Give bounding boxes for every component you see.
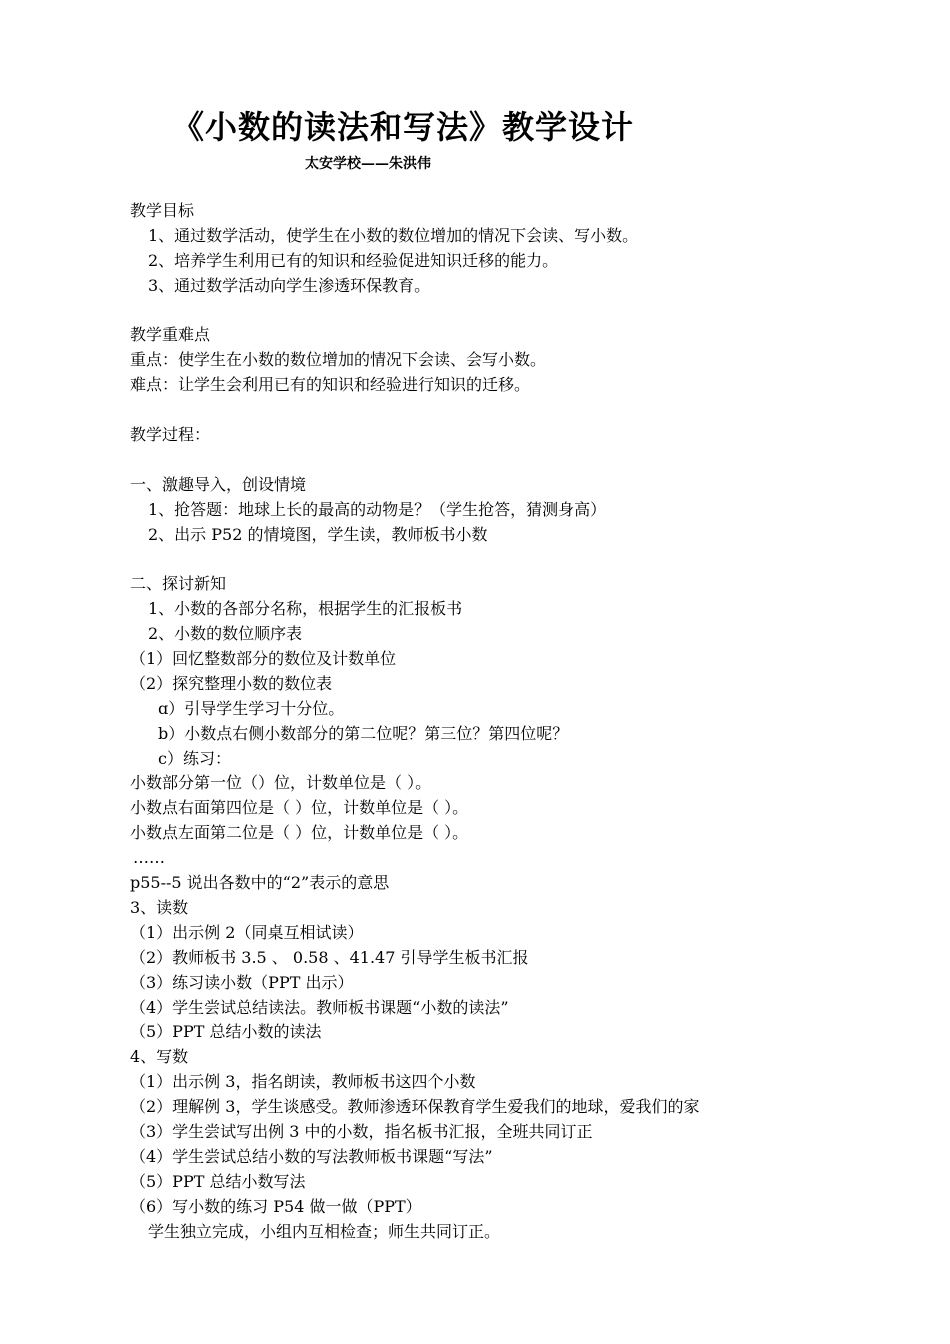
write-item: （1）出示例 3，指名朗读，教师板书这四个小数 [130,1072,476,1092]
read-item: （4）学生尝试总结读法。教师板书课题“小数的读法” [130,997,509,1017]
read-item: （1）出示例 2（同桌互相试读） [130,922,364,942]
ellipsis: …… [133,848,165,868]
part1-item: 1、抢答题：地球上长的最高的动物是？（学生抢答，猜测身高） [148,499,607,519]
write-item: （2）理解例 3，学生谈感受。教师渗透环保教育学生爱我们的地球，爱我们的家 [130,1097,700,1117]
difficulty-point: 难点：让学生会利用已有的知识和经验进行知识的迁移。 [130,375,531,395]
read-item: （3）练习读小数（PPT 出示） [130,972,354,992]
part2-sub-item: （1）回忆整数部分的数位及计数单位 [130,649,397,669]
goal-item: 2、培养学生利用已有的知识和经验促进知识迁移的能力。 [148,250,559,270]
part2-abc-item: b）小数点右侧小数部分的第二位呢？第三位？第四位呢？ [158,723,569,743]
read-item: （2）教师板书 3.5 、 0.58 、41.47 引导学生板书汇报 [130,947,529,967]
write-item: （6）写小数的练习 P54 做一做（PPT） [130,1196,422,1216]
part2-item: 1、小数的各部分名称，根据学生的汇报板书 [148,599,463,619]
process-heading: 教学过程： [130,425,211,445]
write-item: （3）学生尝试写出例 3 中的小数，指名板书汇报，全班共同订正 [130,1121,593,1141]
part2-item: 2、小数的数位顺序表 [148,624,303,644]
document-title: 《小数的读法和写法》教学设计 [172,108,635,146]
practice-line: 小数部分第一位（）位，计数单位是（ ）。 [130,773,432,793]
practice-line: 小数点左面第二位是（ ）位，计数单位是（ ）。 [130,823,469,843]
write-item: （5）PPT 总结小数写法 [130,1171,306,1191]
write-note: 学生独立完成，小组内互相检查；师生共同订正。 [148,1221,501,1241]
write-item: （4）学生尝试总结小数的写法教师板书课题“写法” [130,1146,493,1166]
part2-abc-item: c）练习： [158,748,231,768]
part1-heading: 一、激趣导入，创设情境 [130,474,307,494]
keypoints-heading: 教学重难点 [130,325,211,345]
goal-item: 3、通过数学活动向学生渗透环保教育。 [148,275,431,295]
part2-abc-item: ɑ）引导学生学习十分位。 [158,698,345,718]
read-heading: 3、读数 [130,897,189,917]
part2-heading: 二、探讨新知 [130,574,227,594]
key-point: 重点：使学生在小数的数位增加的情况下会读、会写小数。 [130,350,547,370]
practice-line: 小数点右面第四位是（ ）位，计数单位是（ ）。 [130,798,469,818]
document-author: 太安学校——朱洪伟 [305,156,431,172]
goals-heading: 教学目标 [130,201,195,220]
document-body [130,199,890,1244]
p55-exercise: p55--5 说出各数中的“2”表示的意思 [130,873,390,893]
part2-sub-item: （2）探究整理小数的数位表 [130,673,333,693]
part1-item: 2、出示 P52 的情境图，学生读，教师板书小数 [148,524,488,544]
write-heading: 4、写数 [130,1047,189,1067]
goal-item: 1、通过数学活动，使学生在小数的数位增加的情况下会读、写小数。 [148,225,639,245]
read-item: （5）PPT 总结小数的读法 [130,1022,322,1042]
